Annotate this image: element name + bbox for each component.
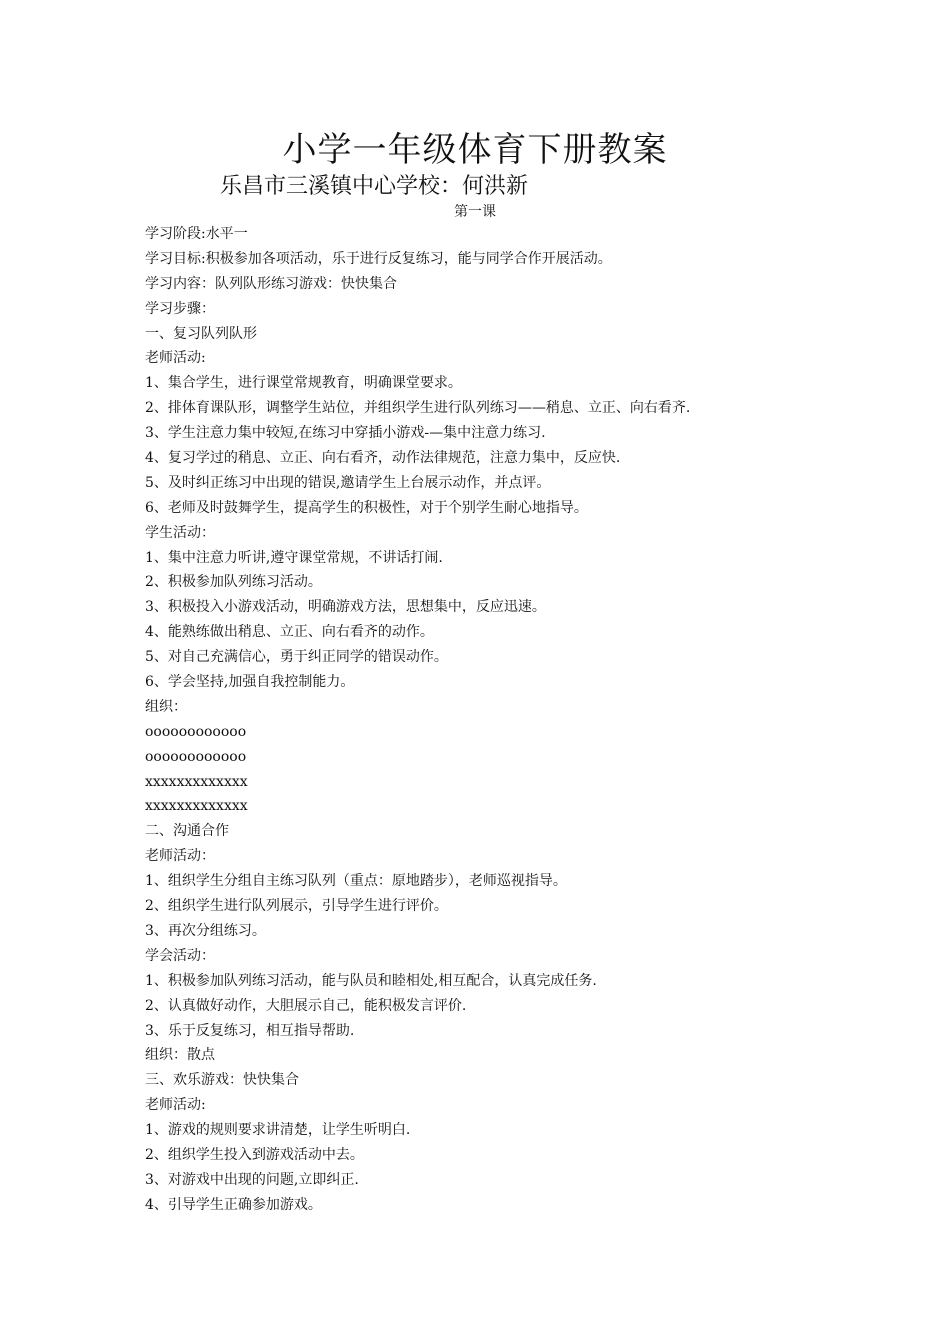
text-line: 学生活动： xyxy=(145,524,215,541)
section-heading: 二、沟通合作 xyxy=(145,823,229,840)
formation-row: oooooooooooo xyxy=(145,723,247,740)
list-item: 5、对自己充满信心，勇于纠正同学的错误动作。 xyxy=(145,649,448,666)
document-author: 乐昌市三溪镇中心学校：何洪新 xyxy=(220,174,529,199)
list-item: 6、学会坚持,加强自我控制能力。 xyxy=(145,674,355,691)
list-item: 2、认真做好动作，大胆展示自己，能积极发言评价. xyxy=(145,997,467,1014)
formation-row: xxxxxxxxxxxxx xyxy=(145,798,248,815)
list-item: 5、及时纠正练习中出现的错误,邀请学生上台展示动作，并点评。 xyxy=(145,474,551,491)
list-item: 1、游戏的规则要求讲清楚，让学生听明白. xyxy=(145,1122,411,1139)
section-heading: 三、欢乐游戏：快快集合 xyxy=(145,1072,299,1089)
text-line: 学习阶段:水平一 xyxy=(145,226,248,242)
text-line: 学习内容：队列队形练习游戏：快快集合 xyxy=(145,275,397,292)
text-line: 组织：散点 xyxy=(145,1047,215,1064)
list-item: 6、老师及时鼓舞学生，提高学生的积极性，对于个别学生耐心地指导。 xyxy=(145,499,588,516)
lesson-heading: 第一课 xyxy=(454,204,496,220)
list-item: 4、复习学过的稍息、立正、向右看齐，动作法律规范，注意力集中，反应快. xyxy=(145,450,621,467)
formation-row: xxxxxxxxxxxxx xyxy=(145,773,248,790)
text-line: 学习步骤： xyxy=(145,300,215,317)
list-item: 3、再次分组练习。 xyxy=(145,922,266,939)
list-item: 1、积极参加队列练习活动，能与队员和睦相处,相互配合，认真完成任务. xyxy=(145,972,597,989)
list-item: 1、组织学生分组自主练习队列（重点：原地踏步），老师巡视指导。 xyxy=(145,873,567,890)
document-body xyxy=(145,222,845,1218)
formation-row: oooooooooooo xyxy=(145,748,247,765)
text-line: 组织： xyxy=(145,698,187,715)
list-item: 3、乐于反复练习，相互指导帮助. xyxy=(145,1022,355,1039)
list-item: 3、学生注意力集中较短,在练习中穿插小游戏-—集中注意力练习. xyxy=(145,425,546,442)
list-item: 4、能熟练做出稍息、立正、向右看齐的动作。 xyxy=(145,624,434,641)
list-item: 4、引导学生正确参加游戏。 xyxy=(145,1196,322,1213)
text-line: 老师活动: xyxy=(145,350,206,367)
text-line: 老师活动: xyxy=(145,1097,206,1114)
document-title: 小学一年级体育下册教案 xyxy=(282,130,668,170)
list-item: 1、集中注意力听讲,遵守课堂常规，不讲话打闹. xyxy=(145,549,443,566)
list-item: 2、积极参加队列练习活动。 xyxy=(145,574,322,591)
list-item: 3、对游戏中出现的问题,立即纠正. xyxy=(145,1171,359,1188)
text-line: 学会活动： xyxy=(145,947,215,964)
list-item: 2、排体育课队形，调整学生站位，并组织学生进行队列练习——稍息、立正、向右看齐. xyxy=(145,400,691,417)
list-item: 2、组织学生投入到游戏活动中去。 xyxy=(145,1146,364,1163)
text-line: 老师活动： xyxy=(145,848,215,865)
list-item: 3、积极投入小游戏活动，明确游戏方法，思想集中，反应迅速。 xyxy=(145,599,546,616)
list-item: 1、集合学生，进行课堂常规教育，明确课堂要求。 xyxy=(145,375,462,392)
section-heading: 一、复习队列队形 xyxy=(145,325,257,342)
list-item: 2、组织学生进行队列展示，引导学生进行评价。 xyxy=(145,898,448,915)
text-line: 学习目标:积极参加各项活动，乐于进行反复练习，能与同学合作开展活动。 xyxy=(145,250,612,267)
